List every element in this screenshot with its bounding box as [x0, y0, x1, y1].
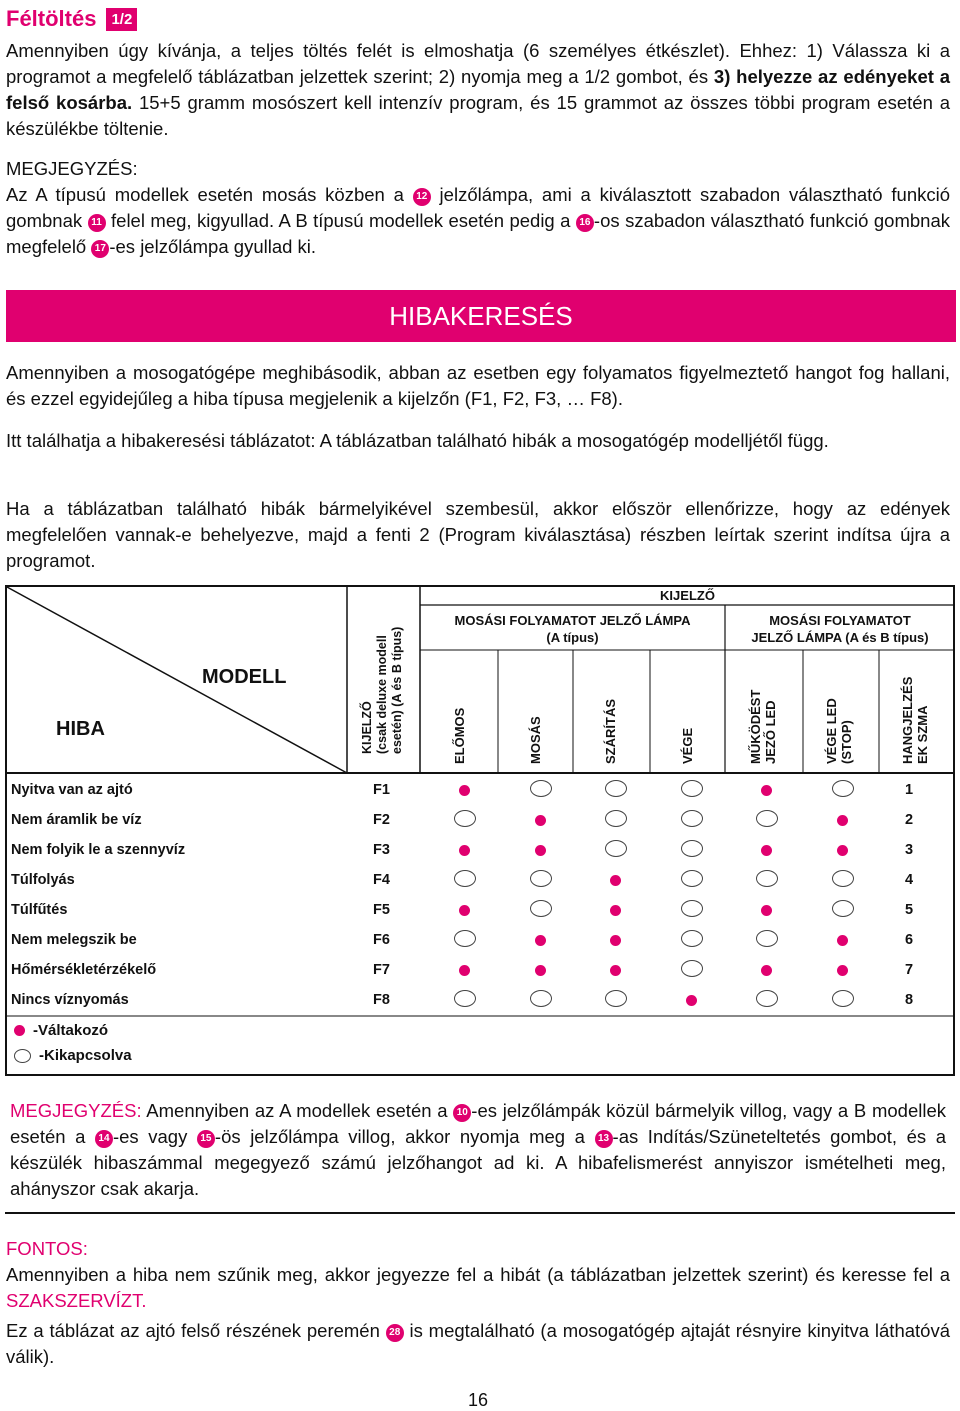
legend-off: [14, 1047, 132, 1064]
off-circle-icon: [756, 930, 778, 947]
note-title: MEGJEGYZÉS:: [6, 158, 138, 179]
beep-count: 3: [905, 842, 914, 858]
blinking-dot-icon: [761, 905, 772, 916]
off-circle-icon: [832, 900, 854, 917]
body-paragraph-1: Amennyiben a mosogatógépe meghibásodik, abban az esetben egy folyamatos figyelmeztető hangot fog hallani, és ezzel egyidejűleg a hiba típusa megjelenik a kijelzőn (F1, F2, F3, … F8).: [6, 362, 950, 409]
note-text-a4: -os szabadon választható funkció gombnak megfelelő: [6, 210, 950, 257]
important-paragraph: [6, 1236, 950, 1314]
table-row: [5, 835, 953, 865]
error-label: Nem folyik le a szennyvíz: [11, 842, 186, 858]
note2-title: MEGJEGYZÉS:: [10, 1100, 142, 1121]
blinking-dot-icon: [837, 845, 848, 856]
error-label: Nincs víznyomás: [11, 992, 129, 1008]
col-hangjelzes-line1: HANGJELZÉS: [900, 676, 915, 764]
blinking-dot-icon: [761, 845, 772, 856]
off-circle-icon: [605, 840, 627, 857]
intro-bold: 3) helyezze az edényeket a felső kosárba.: [6, 66, 950, 113]
off-circle-icon: [530, 990, 552, 1007]
note2-text-4: -ös jelzőlámpa villog, akkor nyomja meg a: [214, 1126, 595, 1147]
kijelzo-col-line2: (csak deluxe modell: [375, 635, 389, 754]
group-a-line2: (A típus): [546, 630, 599, 645]
off-circle-icon: [454, 870, 476, 887]
legend-off-text: -Kikapcsolva: [39, 1047, 132, 1064]
error-code: F6: [373, 932, 390, 948]
door-note-text-1: Ez a táblázat az ajtó felső részének peremén: [6, 1320, 386, 1341]
half-load-badge: 1/2: [106, 8, 137, 31]
error-code: F5: [373, 902, 390, 918]
page-number: 16: [468, 1390, 489, 1410]
col-szaritas: SZÁRÍTÁS: [603, 699, 618, 764]
beep-count: 1: [905, 782, 914, 798]
col-vege-led-line2: (STOP): [839, 720, 854, 764]
off-circle-icon: [605, 780, 627, 797]
off-circle-icon: [756, 870, 778, 887]
beep-count: 8: [905, 992, 914, 1008]
blinking-dot-icon: [459, 905, 470, 916]
blinking-dot-icon: [535, 965, 546, 976]
note2-text-3: -es vagy: [112, 1126, 197, 1147]
troubleshooting-banner: HIBAKERESÉS: [6, 290, 956, 342]
important-title: FONTOS:: [6, 1238, 88, 1259]
blinking-dot-icon: [610, 875, 621, 886]
group-a-line1: MOSÁSI FOLYAMATOT JELZŐ LÁMPA: [454, 613, 691, 628]
note2-paragraph: [10, 1098, 946, 1202]
off-circle-icon: [756, 990, 778, 1007]
table-row: [5, 865, 953, 895]
off-circle-icon: [454, 990, 476, 1007]
blinking-dot-icon: [837, 965, 848, 976]
service-text: SZAKSZERVÍZT.: [6, 1290, 147, 1311]
modell-label: MODELL: [202, 666, 287, 688]
body-paragraph-3: Ha a táblázatban található hibák bármelyikével szembesül, akkor először ellenőrizze, hogy az edények megfelelően vannak-e behelyezve, majd a fenti 2 (Program kiválasztása) részben leírtak szerint indítsa újra a programot.: [6, 498, 950, 571]
error-label: Hőmérsékletérzékelő: [11, 962, 157, 978]
error-code: F4: [373, 872, 390, 888]
door-note-paragraph: [6, 1318, 950, 1370]
error-label: Nem áramlik be víz: [11, 812, 142, 828]
col-hangjelzes-line2: EK SZMA: [915, 705, 930, 764]
group-b-line2: JELZŐ LÁMPA (A és B típus): [751, 630, 929, 645]
off-circle-icon: [681, 870, 703, 887]
table-row: [5, 985, 953, 1015]
note-text-a1: Az A típusú modellek esetén mosás közben a: [6, 184, 413, 205]
group-a-header: [420, 612, 725, 646]
body-paragraph-2: Itt találhatja a hibakeresési táblázatot: A táblázatban található hibák a mosogatógép modelljétől függ.: [6, 430, 829, 451]
indicator-12-icon: 12: [413, 188, 431, 206]
table-row: [5, 895, 953, 925]
note-text-a5: -es jelzőlámpa gyullad ki.: [109, 236, 317, 257]
blinking-dot-icon: [459, 965, 470, 976]
blinking-dot-icon: [761, 785, 772, 796]
blinking-dot-icon: [459, 785, 470, 796]
beep-count: 2: [905, 812, 914, 828]
indicator-17-icon: 17: [91, 240, 109, 258]
kijelzo-group-header: KIJELZŐ: [660, 588, 715, 603]
kijelzo-column-header: [360, 627, 405, 754]
col-mukodest-led: [748, 690, 778, 764]
off-circle-icon: [454, 810, 476, 827]
off-circle-icon: [605, 810, 627, 827]
off-circle-icon: [756, 810, 778, 827]
legend-on: [14, 1022, 108, 1039]
error-code: F2: [373, 812, 390, 828]
blinking-dot-icon: [610, 935, 621, 946]
blinking-dot-icon: [610, 905, 621, 916]
blinking-dot-icon: [535, 935, 546, 946]
off-circle-icon: [681, 930, 703, 947]
indicator-10-icon: 10: [453, 1104, 471, 1122]
off-circle-icon: [832, 780, 854, 797]
col-mosas: MOSÁS: [528, 716, 543, 764]
intro-text-1: Amennyiben úgy kívánja, a teljes töltés felét is elmoshatja (6 személyes étkészlet). Ehhez: 1) Válassza ki a programot a megfelelő táblázatban jelzettek szerint; 2) nyomja meg a 1/2 gombot, és: [6, 40, 950, 87]
section-title-text: Féltöltés: [6, 6, 97, 31]
beep-count: 5: [905, 902, 914, 918]
col-vege: VÉGE: [680, 727, 695, 764]
note2-text-1: Amennyiben az A modellek esetén a: [141, 1100, 454, 1121]
note2-divider: [5, 1212, 955, 1214]
off-circle-icon: [530, 900, 552, 917]
col-vege-led-line1: VÉGE LED: [824, 698, 839, 764]
table-row: [5, 775, 953, 805]
button-13-icon: 13: [595, 1130, 613, 1148]
blinking-dot-icon: [837, 815, 848, 826]
note2-text-2: -es jelzőlámpák közül bármelyik villog, vagy a B modellek esetén a: [10, 1100, 946, 1147]
blinking-dot-icon: [535, 845, 546, 856]
off-circle-icon: [530, 780, 552, 797]
off-circle-icon: [454, 930, 476, 947]
kijelzo-col-line3: esetén) (A és B típus): [390, 626, 404, 754]
intro-text-2: 15+5 gramm mosószert kell intenzív program, és 15 grammot az összes többi program esetén a készülékbe töltenie.: [6, 92, 950, 139]
off-circle-icon: [14, 1049, 31, 1063]
hiba-label: HIBA: [56, 718, 105, 740]
table-row: [5, 805, 953, 835]
note2-text-5: -as Indítás/Szüneteltetés gombot, és a készülék hibaszámmal megegyező számú jelzőhangot ad ki. A hibafelismerést annyiszor ismételheti meg, ahányszor csak akarja.: [10, 1126, 946, 1199]
blinking-dot-icon: [761, 965, 772, 976]
col-mukodest-line2: JEZŐ LED: [763, 700, 778, 764]
legend-on-text: -Váltakozó: [33, 1022, 109, 1039]
error-code: F7: [373, 962, 390, 978]
note-text-a3: felel meg, kigyullad. A B típusú modellek esetén pedig a: [105, 210, 576, 231]
button-11-icon: 11: [88, 214, 106, 232]
group-b-header: [725, 612, 955, 646]
error-label: Túlfolyás: [11, 872, 75, 888]
table-row: [5, 925, 953, 955]
important-text-1: Amennyiben a hiba nem szűnik meg, akkor jegyezze fel a hibát (a táblázatban jelzettek szerint) és keresse fel a: [6, 1264, 950, 1285]
error-code: F8: [373, 992, 390, 1008]
off-circle-icon: [681, 780, 703, 797]
col-hangjelzes: [900, 677, 930, 764]
door-note-text-2: is megtalálható (a mosogatógép ajtaját résnyire kinyitva láthatóvá válik).: [6, 1320, 950, 1367]
group-b-line1: MOSÁSI FOLYAMATOT: [769, 613, 911, 628]
indicator-14-icon: 14: [95, 1130, 113, 1148]
kijelzo-col-line1: KIJELZŐ: [360, 701, 374, 754]
door-label-28-icon: 28: [386, 1324, 404, 1342]
off-circle-icon: [681, 810, 703, 827]
col-elomos: ELŐMOS: [452, 707, 467, 764]
blinking-dot-icon: [14, 1025, 25, 1036]
off-circle-icon: [605, 990, 627, 1007]
off-circle-icon: [681, 840, 703, 857]
blinking-dot-icon: [535, 815, 546, 826]
table-row: [5, 955, 953, 985]
beep-count: 6: [905, 932, 914, 948]
beep-count: 4: [905, 872, 914, 888]
off-circle-icon: [530, 870, 552, 887]
indicator-15-icon: 15: [197, 1130, 215, 1148]
off-circle-icon: [832, 870, 854, 887]
col-mukodest-line1: MŰKÖDÉST: [748, 689, 763, 764]
blinking-dot-icon: [459, 845, 470, 856]
error-label: Túlfűtés: [11, 902, 68, 918]
error-label: Nem melegszik be: [11, 932, 137, 948]
off-circle-icon: [832, 990, 854, 1007]
blinking-dot-icon: [686, 995, 697, 1006]
off-circle-icon: [681, 960, 703, 977]
error-code: F3: [373, 842, 390, 858]
error-label: Nyitva van az ajtó: [11, 782, 133, 798]
off-circle-icon: [681, 900, 703, 917]
error-code: F1: [373, 782, 390, 798]
col-vege-led: [824, 698, 854, 764]
blinking-dot-icon: [837, 935, 848, 946]
blinking-dot-icon: [610, 965, 621, 976]
beep-count: 7: [905, 962, 914, 978]
button-16-icon: 16: [576, 214, 594, 232]
note-text-a2: jelzőlámpa, ami a kiválasztott szabadon választható funkció gombnak: [6, 184, 951, 231]
